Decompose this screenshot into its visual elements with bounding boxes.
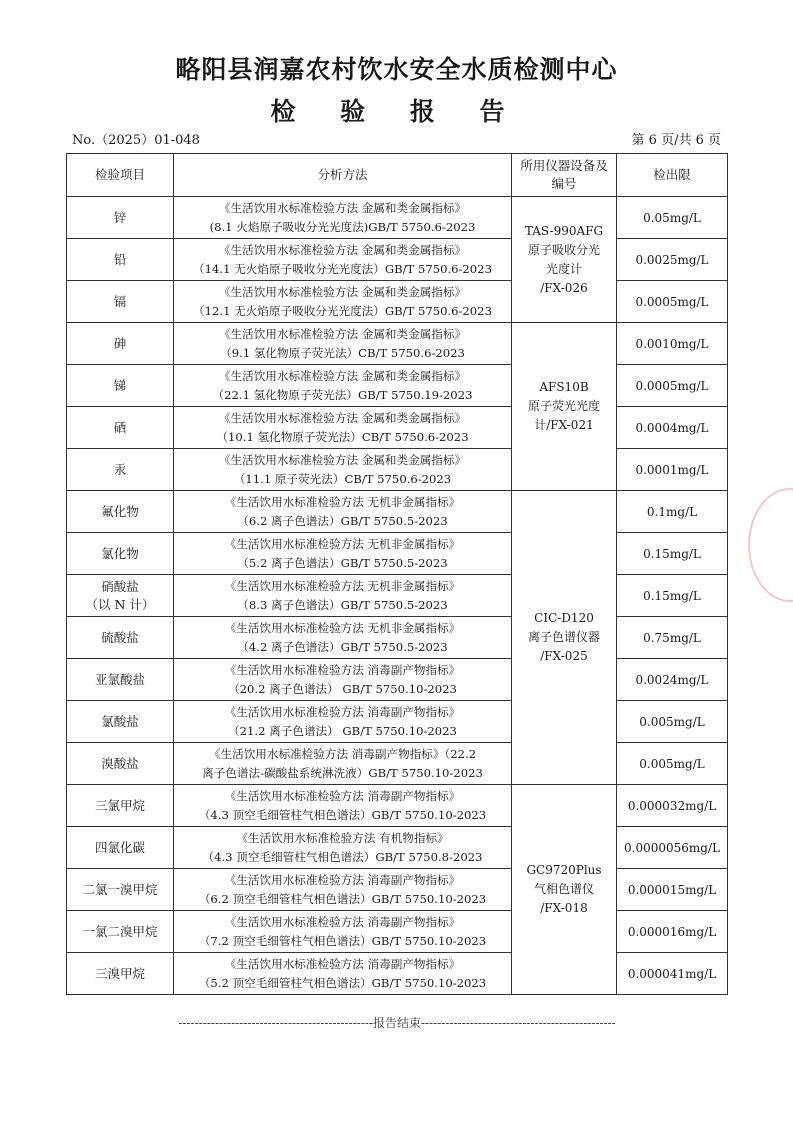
test-item-name: 砷 [113,335,127,351]
analysis-method [174,281,512,323]
method-line: 《生活饮用水标准检验方法 金属和类金属指标》 [218,326,467,341]
test-item [67,701,174,743]
test-item-name: 四氯化碳 [94,839,145,855]
instrument-line: 计/FX-021 [534,418,594,432]
test-item-name: 三氯甲烷 [94,797,145,813]
table-row [67,617,728,659]
method-line: 《生活饮用水标准检验方法 无机非金属指标》 [224,494,461,509]
method-line: （5.2 顶空毛细管柱气相色谱法）GB/T 5750.10-2023 [198,975,487,990]
test-item-name: 镉 [113,293,127,309]
test-item [67,575,174,617]
test-item-name: 氯化物 [101,545,139,561]
analysis-method [174,785,512,827]
test-item [67,365,174,407]
method-line: (8.1 火焰原子吸收分光光度法)GB/T 5750.6-2023 [209,219,476,234]
table-row [67,533,728,575]
method-line: （22.1 氢化物原子荧光法）GB/T 5750.19-2023 [212,387,473,402]
analysis-method [174,197,512,239]
test-item-name: 一氯二溴甲烷 [82,923,158,939]
test-item-name: 硝酸盐 [101,578,139,594]
method-line: 《生活饮用水标准检验方法 金属和类金属指标》 [218,284,467,299]
dashes-left: ------------------------------------------------ [178,1016,373,1030]
detection-limit: 0.0001mg/L [617,449,728,491]
analysis-method [174,701,512,743]
analysis-method [174,617,512,659]
analysis-method [174,659,512,701]
detection-limit: 0.0005mg/L [617,365,728,407]
method-line: （4.3 顶空毛细管柱气相色谱法）GB/T 5750.10-2023 [198,807,487,822]
test-item [67,659,174,701]
test-item [67,911,174,953]
table-row [67,575,728,617]
table-row [67,365,728,407]
detection-limit: 0.000032mg/L [617,785,728,827]
org-title: 略阳县润嘉农村饮水安全水质检测中心 [175,55,618,84]
instrument-line: /FX-026 [540,280,588,295]
detection-limit: 0.005mg/L [617,701,728,743]
method-line: 《生活饮用水标准检验方法 消毒副产物指标》 [224,956,461,971]
method-line: 离子色谱法-碳酸盐系统淋洗液）GB/T 5750.10-2023 [202,765,483,780]
table-row [67,827,728,869]
analysis-method [174,491,512,533]
test-item-name: 锌 [113,209,127,225]
report-number: No.（2025）01-048 [72,133,200,148]
detection-limit: 0.75mg/L [617,617,728,659]
instrument-cell [512,197,617,323]
method-line: 《生活饮用水标准检验方法 金属和类金属指标》 [218,200,467,215]
method-line: 《生活饮用水标准检验方法 消毒副产物指标》 [224,914,461,929]
table-row [67,659,728,701]
method-line: 《生活饮用水标准检验方法 消毒副产物指标》 [224,872,461,887]
instrument-line: CIC-D120 [534,611,594,625]
method-line: 《生活饮用水标准检验方法 有机物指标》 [236,830,449,845]
method-line: 《生活饮用水标准检验方法 消毒副产物指标》 [224,662,461,677]
method-line: （5.2 离子色谱法）GB/T 5750.5-2023 [237,555,448,570]
analysis-method [174,449,512,491]
detection-limit: 0.15mg/L [617,533,728,575]
analysis-method [174,911,512,953]
test-item [67,827,174,869]
header-instrument: 所用仪器设备及编号 [512,154,617,197]
test-item-name: 亚氯酸盐 [94,671,145,687]
table-row [67,785,728,827]
detection-limit: 0.15mg/L [617,575,728,617]
method-line: （10.1 氢化物原子荧光法）CB/T 5750.6-2023 [216,429,469,444]
instrument-cell [512,323,617,491]
test-item [67,281,174,323]
method-line: （12.1 无火焰原子吸收分光光度法）GB/T 5750.6-2023 [193,303,492,318]
test-item [67,197,174,239]
detection-limit: 0.000041mg/L [617,953,728,995]
method-line: （4.2 离子色谱法）GB/T 5750.5-2023 [237,639,448,654]
test-item [67,407,174,449]
method-line: （9.1 氢化物原子荧光法）CB/T 5750.6-2023 [220,345,465,360]
header-limit: 检出限 [617,154,728,197]
method-line: 《生活饮用水标准检验方法 金属和类金属指标》 [218,410,467,425]
report-end-text: 报告结束 [372,1016,421,1030]
method-line: 《生活饮用水标准检验方法 无机非金属指标》 [224,620,461,635]
table-row [67,701,728,743]
method-line: （21.2 离子色谱法） GB/T 5750.10-2023 [228,723,457,738]
test-item-name: 溴酸盐 [101,755,139,771]
test-item-name: 铅 [113,251,127,267]
table-row [67,449,728,491]
detection-limit: 0.000015mg/L [617,869,728,911]
test-item [67,449,174,491]
method-table [66,153,728,995]
table-row [67,281,728,323]
instrument-line: 离子色谱仪器 [527,630,600,644]
test-item-name: 二氯一溴甲烷 [82,881,158,897]
detection-limit: 0.0004mg/L [617,407,728,449]
method-line: （8.3 离子色谱法）GB/T 5750.5-2023 [237,597,448,612]
analysis-method [174,407,512,449]
instrument-line: TAS-990AFG [524,223,604,238]
detection-limit: 0.0000056mg/L [617,827,728,869]
table-row [67,197,728,239]
test-item [67,869,174,911]
instrument-line: AFS10B [539,380,589,394]
analysis-method [174,575,512,617]
table-row [67,407,728,449]
test-item-name: 氯酸盐 [101,713,139,729]
method-line: （20.2 离子色谱法） GB/T 5750.10-2023 [228,681,457,696]
header-item: 检验项目 [67,154,174,197]
instrument-cell [512,491,617,785]
instrument-line: /FX-018 [540,901,588,915]
method-line: （14.1 无火焰原子吸收分光光度法）GB/T 5750.6-2023 [193,261,492,276]
detection-limit: 0.0005mg/L [617,281,728,323]
instrument-line: 原子荧光光度 [527,399,600,413]
table-row [67,491,728,533]
test-item-name: 三溴甲烷 [94,965,145,981]
table-row [67,869,728,911]
page-number: 第 6 页/共 6 页 [631,133,721,148]
method-line: （4.3 顶空毛细管柱气相色谱法）GB/T 5750.8-2023 [202,849,483,864]
instrument-cell [512,785,617,995]
instrument-line: GC9720Plus [526,863,602,877]
analysis-method [174,239,512,281]
dashes-right: ------------------------------------------------ [421,1016,616,1030]
header-method: 分析方法 [174,154,512,197]
method-line: 《生活饮用水标准检验方法 消毒副产物指标》 [224,704,461,719]
detection-limit: 0.0024mg/L [617,659,728,701]
test-item [67,239,174,281]
method-line: 《生活饮用水标准检验方法 无机非金属指标》 [224,536,461,551]
detection-limit: 0.05mg/L [617,197,728,239]
test-item [67,617,174,659]
test-item-note: （以 N 计） [85,596,155,612]
method-line: 《生活饮用水标准检验方法 消毒副产物指标》 [224,788,461,803]
test-item-name: 硒 [113,419,127,435]
seal-stamp [748,488,793,602]
instrument-line: /FX-025 [540,649,588,663]
test-item-name: 硫酸盐 [101,629,139,645]
test-item [67,953,174,995]
test-item [67,743,174,785]
instrument-line: 气相色谱仪 [533,882,594,896]
table-row [67,239,728,281]
report-title: 检 验 报 告 [270,97,523,126]
method-line: 《生活饮用水标准检验方法 金属和类金属指标》 [218,368,467,383]
table-row [67,323,728,365]
analysis-method [174,953,512,995]
test-item [67,323,174,365]
analysis-method [174,869,512,911]
test-item-name: 氟化物 [101,503,139,519]
test-item [67,785,174,827]
instrument-line: 原子吸收分光 [527,242,600,257]
table-row [67,953,728,995]
test-item [67,491,174,533]
report-end-line [78,1014,716,1031]
method-line: （7.2 顶空毛细管柱气相色谱法）GB/T 5750.10-2023 [198,933,487,948]
method-line: （6.2 离子色谱法）GB/T 5750.5-2023 [237,513,448,528]
method-line: 《生活饮用水标准检验方法 金属和类金属指标》 [218,242,467,257]
method-line: 《生活饮用水标准检验方法 消毒副产物指标》（22.2 [208,746,477,761]
table-row [67,911,728,953]
test-item-name: 汞 [113,461,127,477]
instrument-line: 光度计 [545,261,582,276]
table-row [67,743,728,785]
method-line: （6.2 顶空毛细管柱气相色谱法）GB/T 5750.10-2023 [198,891,487,906]
analysis-method [174,743,512,785]
method-line: 《生活饮用水标准检验方法 金属和类金属指标》 [218,452,467,467]
analysis-method [174,365,512,407]
table-body [67,197,728,995]
detection-limit: 0.000016mg/L [617,911,728,953]
detection-limit: 0.1mg/L [617,491,728,533]
detection-limit: 0.005mg/L [617,743,728,785]
analysis-method [174,827,512,869]
test-item-name: 锑 [113,377,127,393]
analysis-method [174,323,512,365]
method-line: （11.1 原子荧光法）CB/T 5750.6-2023 [233,471,452,486]
test-item [67,533,174,575]
detection-limit: 0.0025mg/L [617,239,728,281]
detection-limit: 0.0010mg/L [617,323,728,365]
method-line: 《生活饮用水标准检验方法 无机非金属指标》 [224,578,461,593]
analysis-method [174,533,512,575]
